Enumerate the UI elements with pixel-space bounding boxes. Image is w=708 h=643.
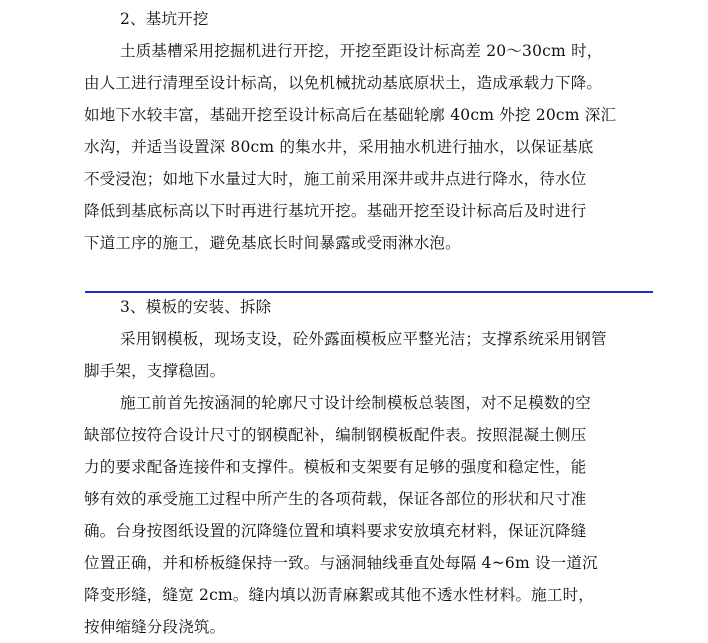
section-3-para2-line-4: 够有效的承受施工过程中所产生的各项荷载，保证各部位的形状和尺寸准 xyxy=(84,490,587,508)
section-2-line-5: 不受浸泡；如地下水量过大时，施工前采用深井或井点进行降水，待水位 xyxy=(84,170,587,188)
section-2-line-4: 水沟，并适当设置深 80cm 的集水井，采用抽水机进行抽水，以保证基底 xyxy=(84,138,594,156)
section-2-line-1: 土质基槽采用挖掘机进行开挖，开挖至距设计标高差 20～30cm 时， xyxy=(120,42,603,60)
section-3-para2-line-7: 降变形缝，缝宽 2cm。缝内填以沥青麻絮或其他不透水性材料。施工时， xyxy=(84,586,594,604)
section-2-heading: 2、基坑开挖 xyxy=(120,10,209,28)
section-3-para2-line-6: 位置正确，并和桥板缝保持一致。与涵洞轴线垂直处每隔 4~6m 设一道沉 xyxy=(84,554,598,572)
page-gap xyxy=(0,262,708,278)
document-page-top xyxy=(0,0,708,262)
section-2-line-6: 降低到基底标高以下时再进行基坑开挖。基础开挖至设计标高后及时进行 xyxy=(84,202,587,220)
section-2-block xyxy=(84,3,656,259)
section-3-para2-line-8: 按伸缩缝分段浇筑。 xyxy=(84,618,226,636)
section-2-line-3: 如地下水较丰富，基础开挖至设计标高后在基础轮廓 40cm 外挖 20cm 深汇 xyxy=(84,106,617,124)
section-3-heading: 3、模板的安装、拆除 xyxy=(120,298,272,316)
section-3-para2-line-5: 确。台身按图纸设置的沉降缝位置和填料要求安放填充材料，保证沉降缝 xyxy=(84,522,587,540)
section-3-para2-line-3: 力的要求配备连接件和支撑件。模板和支架要有足够的强度和稳定性，能 xyxy=(84,458,587,476)
section-3-para2-line-1: 施工前首先按涵洞的轮廓尺寸设计绘制模板总装图，对不足模数的空 xyxy=(120,394,592,412)
section-3-para1-line-2: 脚手架，支撑稳固。 xyxy=(84,362,226,380)
section-3-para1-line-1: 采用钢模板，现场支设，砼外露面模板应平整光洁；支撑系统采用钢管 xyxy=(120,330,607,348)
section-3-para2-line-2: 缺部位按符合设计尺寸的钢模配补，编制钢模板配件表。按照混凝土侧压 xyxy=(84,426,587,444)
section-2-line-2: 由人工进行清理至设计标高，以免机械扰动基底原状土，造成承载力下降。 xyxy=(84,74,603,92)
document-page-bottom xyxy=(0,278,708,638)
section-2-line-7: 下道工序的施工，避免基底长时间暴露或受雨淋水泡。 xyxy=(84,234,461,252)
section-3-block xyxy=(84,291,656,643)
